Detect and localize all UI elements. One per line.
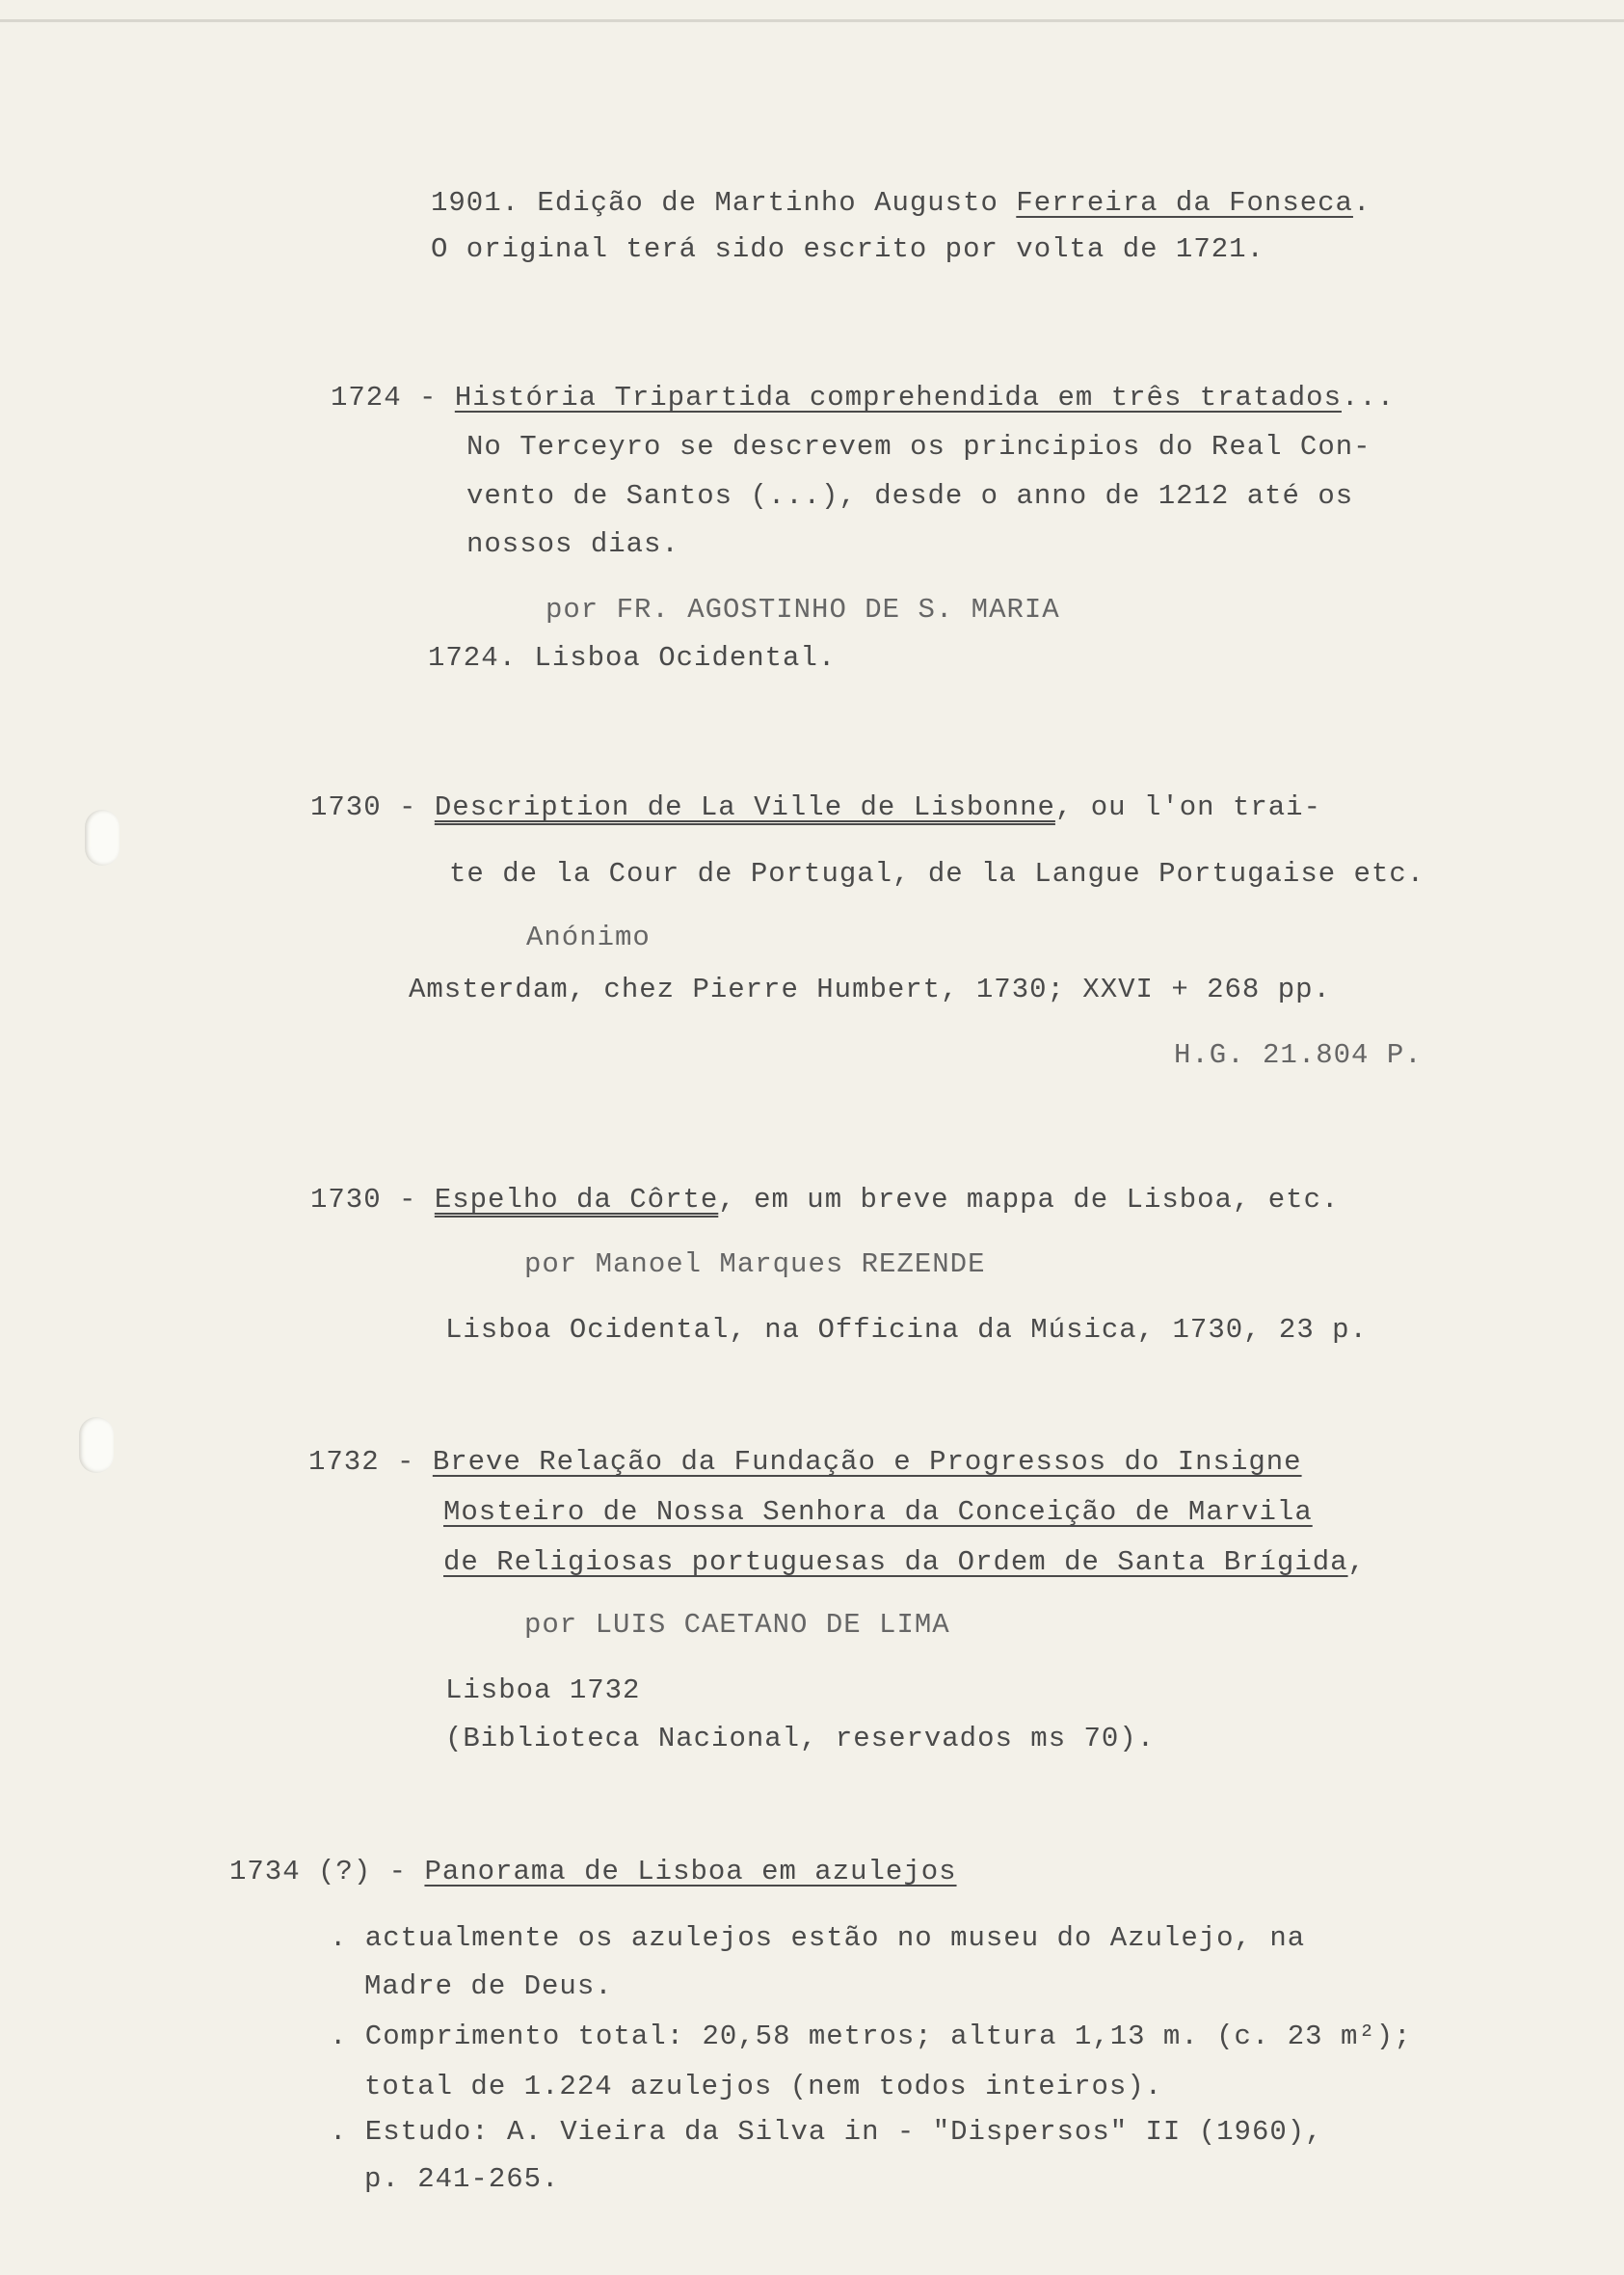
bullet-line: total de 1.224 azulejos (nem todos inteiros). (364, 2071, 1163, 2102)
imprint-line: Lisboa 1732 (445, 1674, 641, 1706)
bullet-line: . Comprimento total: 20,58 metros; altura 1,13 m. (c. 23 m²); (330, 2021, 1412, 2052)
entry-heading: 1734 (?) - Panorama de Lisboa em azulejos (229, 1856, 957, 1887)
location-line: (Biblioteca Nacional, reservados ms 70). (445, 1723, 1156, 1754)
entry-line: nossos dias. (466, 528, 679, 560)
imprint-line: Amsterdam, chez Pierre Humbert, 1730; XXVI + 268 pp. (409, 974, 1331, 1005)
paper-top-edge (0, 19, 1624, 22)
author-line: Anónimo (526, 922, 651, 953)
entry-line: O original terá sido escrito por volta de 1721. (431, 233, 1265, 265)
punch-hole (85, 810, 120, 866)
entry-line: te de la Cour de Portugal, de la Langue Portugaise etc. (449, 858, 1425, 890)
author-line: por FR. AGOSTINHO DE S. MARIA (546, 594, 1060, 626)
bullet-line: p. 241-265. (364, 2163, 560, 2195)
entry-line: 1901. Edição de Martinho Augusto Ferreira da Fonseca. (431, 187, 1371, 219)
author-line: por LUIS CAETANO DE LIMA (524, 1609, 950, 1641)
bullet-line: Madre de Deus. (364, 1970, 613, 2002)
bullet-line: . actualmente os azulejos estão no museu do Azulejo, na (330, 1922, 1306, 1954)
entry-heading: 1730 - Espelho da Côrte, em um breve mappa de Lisboa, etc. (310, 1184, 1340, 1216)
shelfmark: H.G. 21.804 P. (1174, 1039, 1423, 1071)
entry-heading: 1732 - Breve Relação da Fundação e Progressos do Insigne (308, 1446, 1302, 1478)
entry-heading: 1730 - Description de La Ville de Lisbonne, ou l'on trai- (310, 791, 1321, 823)
imprint-line: 1724. Lisboa Ocidental. (428, 642, 837, 674)
entry-line: Mosteiro de Nossa Senhora da Conceição de Marvila (443, 1496, 1313, 1528)
entry-line: de Religiosas portuguesas da Ordem de Santa Brígida, (443, 1546, 1366, 1578)
entry-line: vento de Santos (...), desde o anno de 1212 até os (466, 480, 1354, 512)
bullet-line: . Estudo: A. Vieira da Silva in - "Dispersos" II (1960), (330, 2116, 1323, 2148)
entry-heading: 1724 - História Tripartida comprehendida em três tratados... (331, 382, 1396, 414)
author-line: por Manoel Marques REZENDE (524, 1248, 986, 1280)
entry-line: No Terceyro se descrevem os principios do Real Con- (466, 431, 1371, 463)
punch-hole (79, 1417, 114, 1473)
imprint-line: Lisboa Ocidental, na Officina da Música, 1730, 23 p. (445, 1314, 1368, 1346)
